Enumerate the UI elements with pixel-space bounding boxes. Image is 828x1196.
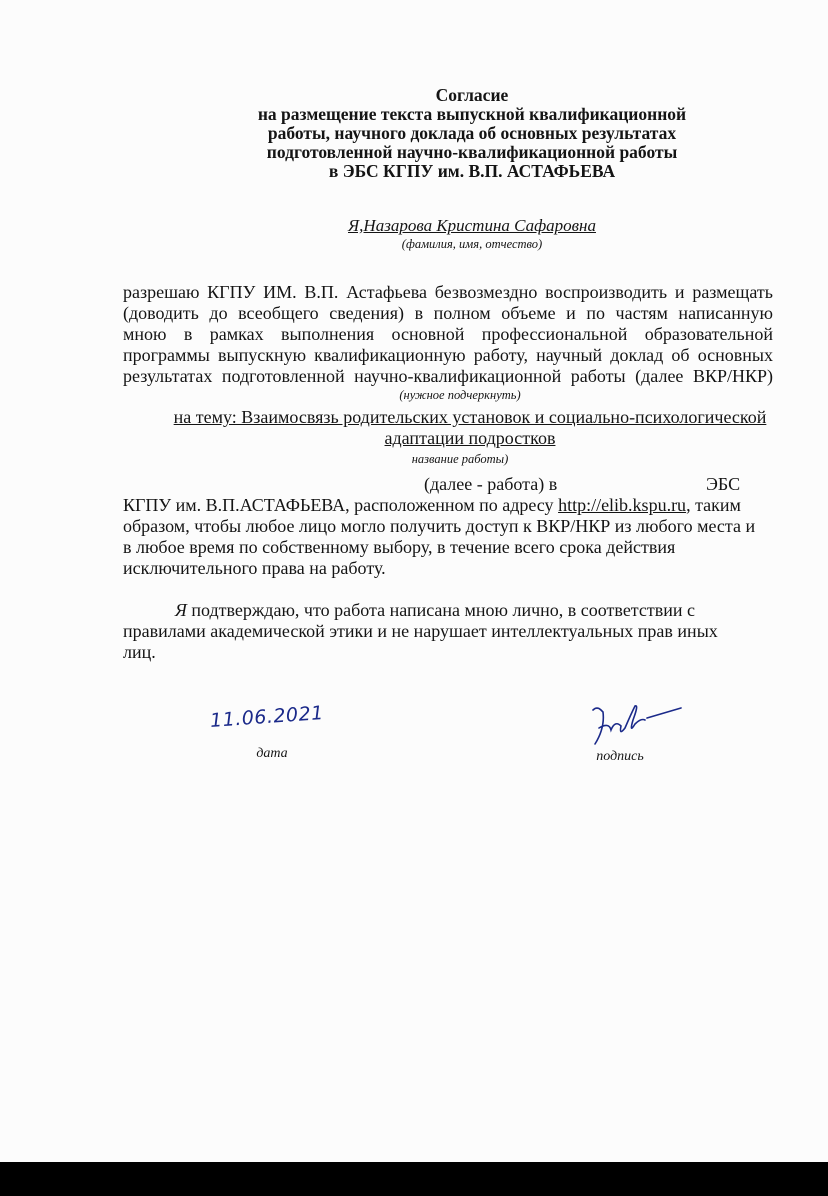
applicant-name-hint: (фамилия, имя, отчество)	[401, 237, 543, 251]
placement-text: (далее - работа) в	[424, 474, 558, 494]
topic-line: адаптации подростков	[384, 428, 556, 448]
title-line: на размещение текста выпускной квалификационной	[257, 104, 687, 124]
signature-image	[585, 700, 695, 750]
placement-text: , таким	[686, 495, 741, 515]
confirmation-paragraph	[123, 600, 773, 663]
placement-line-4: в любое время по собственному выбору, в течение всего срока действия	[123, 537, 676, 557]
paragraph-line: (доводить до всеобщего сведения) в полном объеме и по частям написанную	[123, 303, 773, 323]
placement-paragraph	[123, 474, 773, 579]
topic-hint: название работы)	[411, 452, 509, 466]
date-label: дата	[256, 746, 288, 761]
confirmation-line-1	[123, 600, 773, 621]
placement-text: КГПУ им. В.П.АСТАФЬЕВА, расположенном по адресу	[123, 495, 559, 515]
title-line: в ЭБС КГПУ им. В.П. АСТАФЬЕВА	[328, 161, 616, 181]
placement-line-5: исключительного права на работу.	[123, 558, 386, 578]
bottom-black-bar	[0, 1162, 828, 1196]
confirmation-line-2: правилами академической этики и не нарушает интеллектуальных прав иных	[123, 621, 718, 641]
placement-line-2	[123, 495, 773, 516]
title-line: работы, научного доклада об основных результатах	[267, 123, 677, 143]
applicant-name: Я,Назарова Кристина Сафаровна	[348, 216, 596, 235]
title-line: Согласие	[435, 85, 509, 105]
topic-line: на тему: Взаимосвязь родительских установок и социально-психологической	[173, 407, 767, 427]
underline-hint: (нужное подчеркнуть)	[399, 388, 521, 402]
document-title	[232, 86, 712, 181]
permission-paragraph	[123, 282, 773, 387]
confirmation-text: подтверждаю, что работа написана мною лично, в соответствии с	[186, 600, 696, 620]
handwritten-date: 11.06.2021	[209, 702, 325, 732]
signature-label: подпись	[596, 749, 644, 764]
paragraph-line: мною в рамках выполнения основной профессиональной образовательной	[123, 324, 773, 344]
thesis-topic	[150, 407, 790, 449]
placement-line-3: образом, чтобы любое лицо могло получить доступ к ВКР/НКР из любого места и	[123, 516, 756, 536]
paragraph-line: результатах подготовленной научно-квалификационной работы (далее ВКР/НКР)	[123, 366, 773, 386]
placement-line-1	[123, 474, 773, 495]
paragraph-line: разрешаю КГПУ ИМ. В.П. Астафьева безвозмездно воспроизводить и размещать	[123, 282, 773, 302]
confirmation-line-3: лиц.	[123, 642, 156, 662]
elib-link[interactable]: http://elib.kspu.ru	[558, 495, 687, 515]
paragraph-line: программы выпускную квалификационную работу, научный доклад об основных	[123, 345, 773, 365]
title-line: подготовленной научно-квалификационной работы	[266, 142, 678, 162]
confirmation-ya: Я	[175, 600, 187, 620]
ebs-label: ЭБС	[706, 474, 741, 494]
